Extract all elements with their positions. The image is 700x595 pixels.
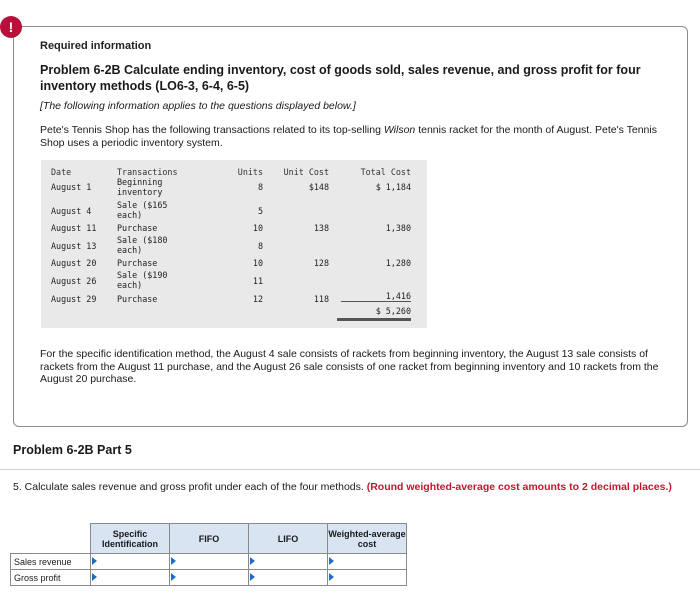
alert-icon: ! [0,16,22,38]
row-unit-cost: $148 [308,182,329,192]
row-total-cost: 1,380 [385,223,411,233]
question-text [13,481,693,494]
header-unit-cost: Unit Cost [283,167,329,177]
corner-cell [11,524,91,554]
row-units: 8 [257,182,263,192]
intro-brand: Wilson [383,124,416,136]
transactions-table [41,160,427,328]
header-transactions: Transactions [117,167,178,177]
answer-table [10,523,407,586]
row-transaction: Sale ($180 [117,235,168,245]
row-transaction-cont: each) [117,210,143,220]
row-date: August 29 [51,294,97,304]
input-arrow-icon [92,557,97,565]
row-gross-profit: Gross profit [11,570,91,586]
row-total-cost: 1,280 [385,258,411,268]
row-transaction: Sale ($190 [117,270,168,280]
row-unit-cost: 138 [313,223,329,233]
header-total-cost: Total Cost [360,167,411,177]
row-unit-cost: 128 [313,258,329,268]
total-double-rule [337,318,411,321]
row-transaction: Purchase [117,258,158,268]
col-specific-identification: Specific Identification [91,524,170,554]
row-date: August 26 [51,276,97,286]
row-total-cost: 1,416 [385,291,411,301]
specific-identification-note: For the specific identification method, the August 4 sale consists of rackets from beginning inventory, the August 13 sale consists of rackets from the August 11 purchase, and the August 26 sale consists of one racket from beginning inventory and 10 rackets from the August 20 purchase. [40,348,659,385]
question-main: 5. Calculate sales revenue and gross profit under each of the four methods. [13,481,367,493]
total-underline [341,301,411,302]
gross-profit-lifo-input[interactable] [249,570,328,586]
row-units: 5 [257,206,263,216]
input-arrow-icon [250,573,255,581]
row-transaction: Purchase [117,294,158,304]
row-date: August 4 [51,206,92,216]
sales-revenue-fifo-input[interactable] [170,554,249,570]
gross-profit-fifo-input[interactable] [170,570,249,586]
row-transaction-cont: each) [117,245,143,255]
gross-profit-weighted-input[interactable] [328,570,407,586]
gross-profit-specific-input[interactable] [91,570,170,586]
row-transaction-cont: inventory [117,187,163,197]
input-arrow-icon [171,573,176,581]
row-date: August 1 [51,182,92,192]
section-divider [0,469,700,470]
row-units: 12 [252,294,263,304]
input-arrow-icon [250,557,255,565]
required-information-heading: Required information [40,40,152,52]
sales-revenue-lifo-input[interactable] [249,554,328,570]
row-units: 11 [252,276,263,286]
col-fifo: FIFO [170,524,249,554]
input-arrow-icon [329,573,334,581]
problem-title: Problem 6-2B Calculate ending inventory, cost of goods sold, sales revenue, and gross profit for four inventory methods (LO6-3, 6-4, 6-5) [40,63,641,93]
row-transaction-cont: each) [117,280,143,290]
intro-part1: Pete's Tennis Shop has the following transactions related to its top-selling [40,124,384,136]
applies-note: [The following information applies to the questions displayed below.] [40,100,356,112]
row-date: August 20 [51,258,97,268]
header-units: Units [237,167,263,177]
row-sales-revenue: Sales revenue [11,554,91,570]
row-date: August 13 [51,241,97,251]
row-transaction: Purchase [117,223,158,233]
rounding-instruction: (Round weighted-average cost amounts to 2 decimal places.) [366,481,672,493]
row-units: 10 [252,258,263,268]
row-unit-cost: 118 [313,294,329,304]
part-title: Problem 6-2B Part 5 [13,443,132,457]
row-total-cost: $ 1,184 [375,182,411,192]
header-date: Date [51,167,72,177]
row-units: 10 [252,223,263,233]
row-date: August 11 [51,223,97,233]
row-units: 8 [257,241,263,251]
input-arrow-icon [329,557,334,565]
intro-text [40,124,670,150]
grand-total: $ 5,260 [375,306,411,316]
row-transaction: Beginning [117,177,163,187]
sales-revenue-weighted-input[interactable] [328,554,407,570]
col-lifo: LIFO [249,524,328,554]
input-arrow-icon [92,573,97,581]
row-transaction: Sale ($165 [117,200,168,210]
col-weighted-average: Weighted-average cost [328,524,407,554]
intro-part2: tennis racket for the month of August. Pete's Tennis Shop uses a periodic inventory system. [40,124,657,149]
input-arrow-icon [171,557,176,565]
sales-revenue-specific-input[interactable] [91,554,170,570]
